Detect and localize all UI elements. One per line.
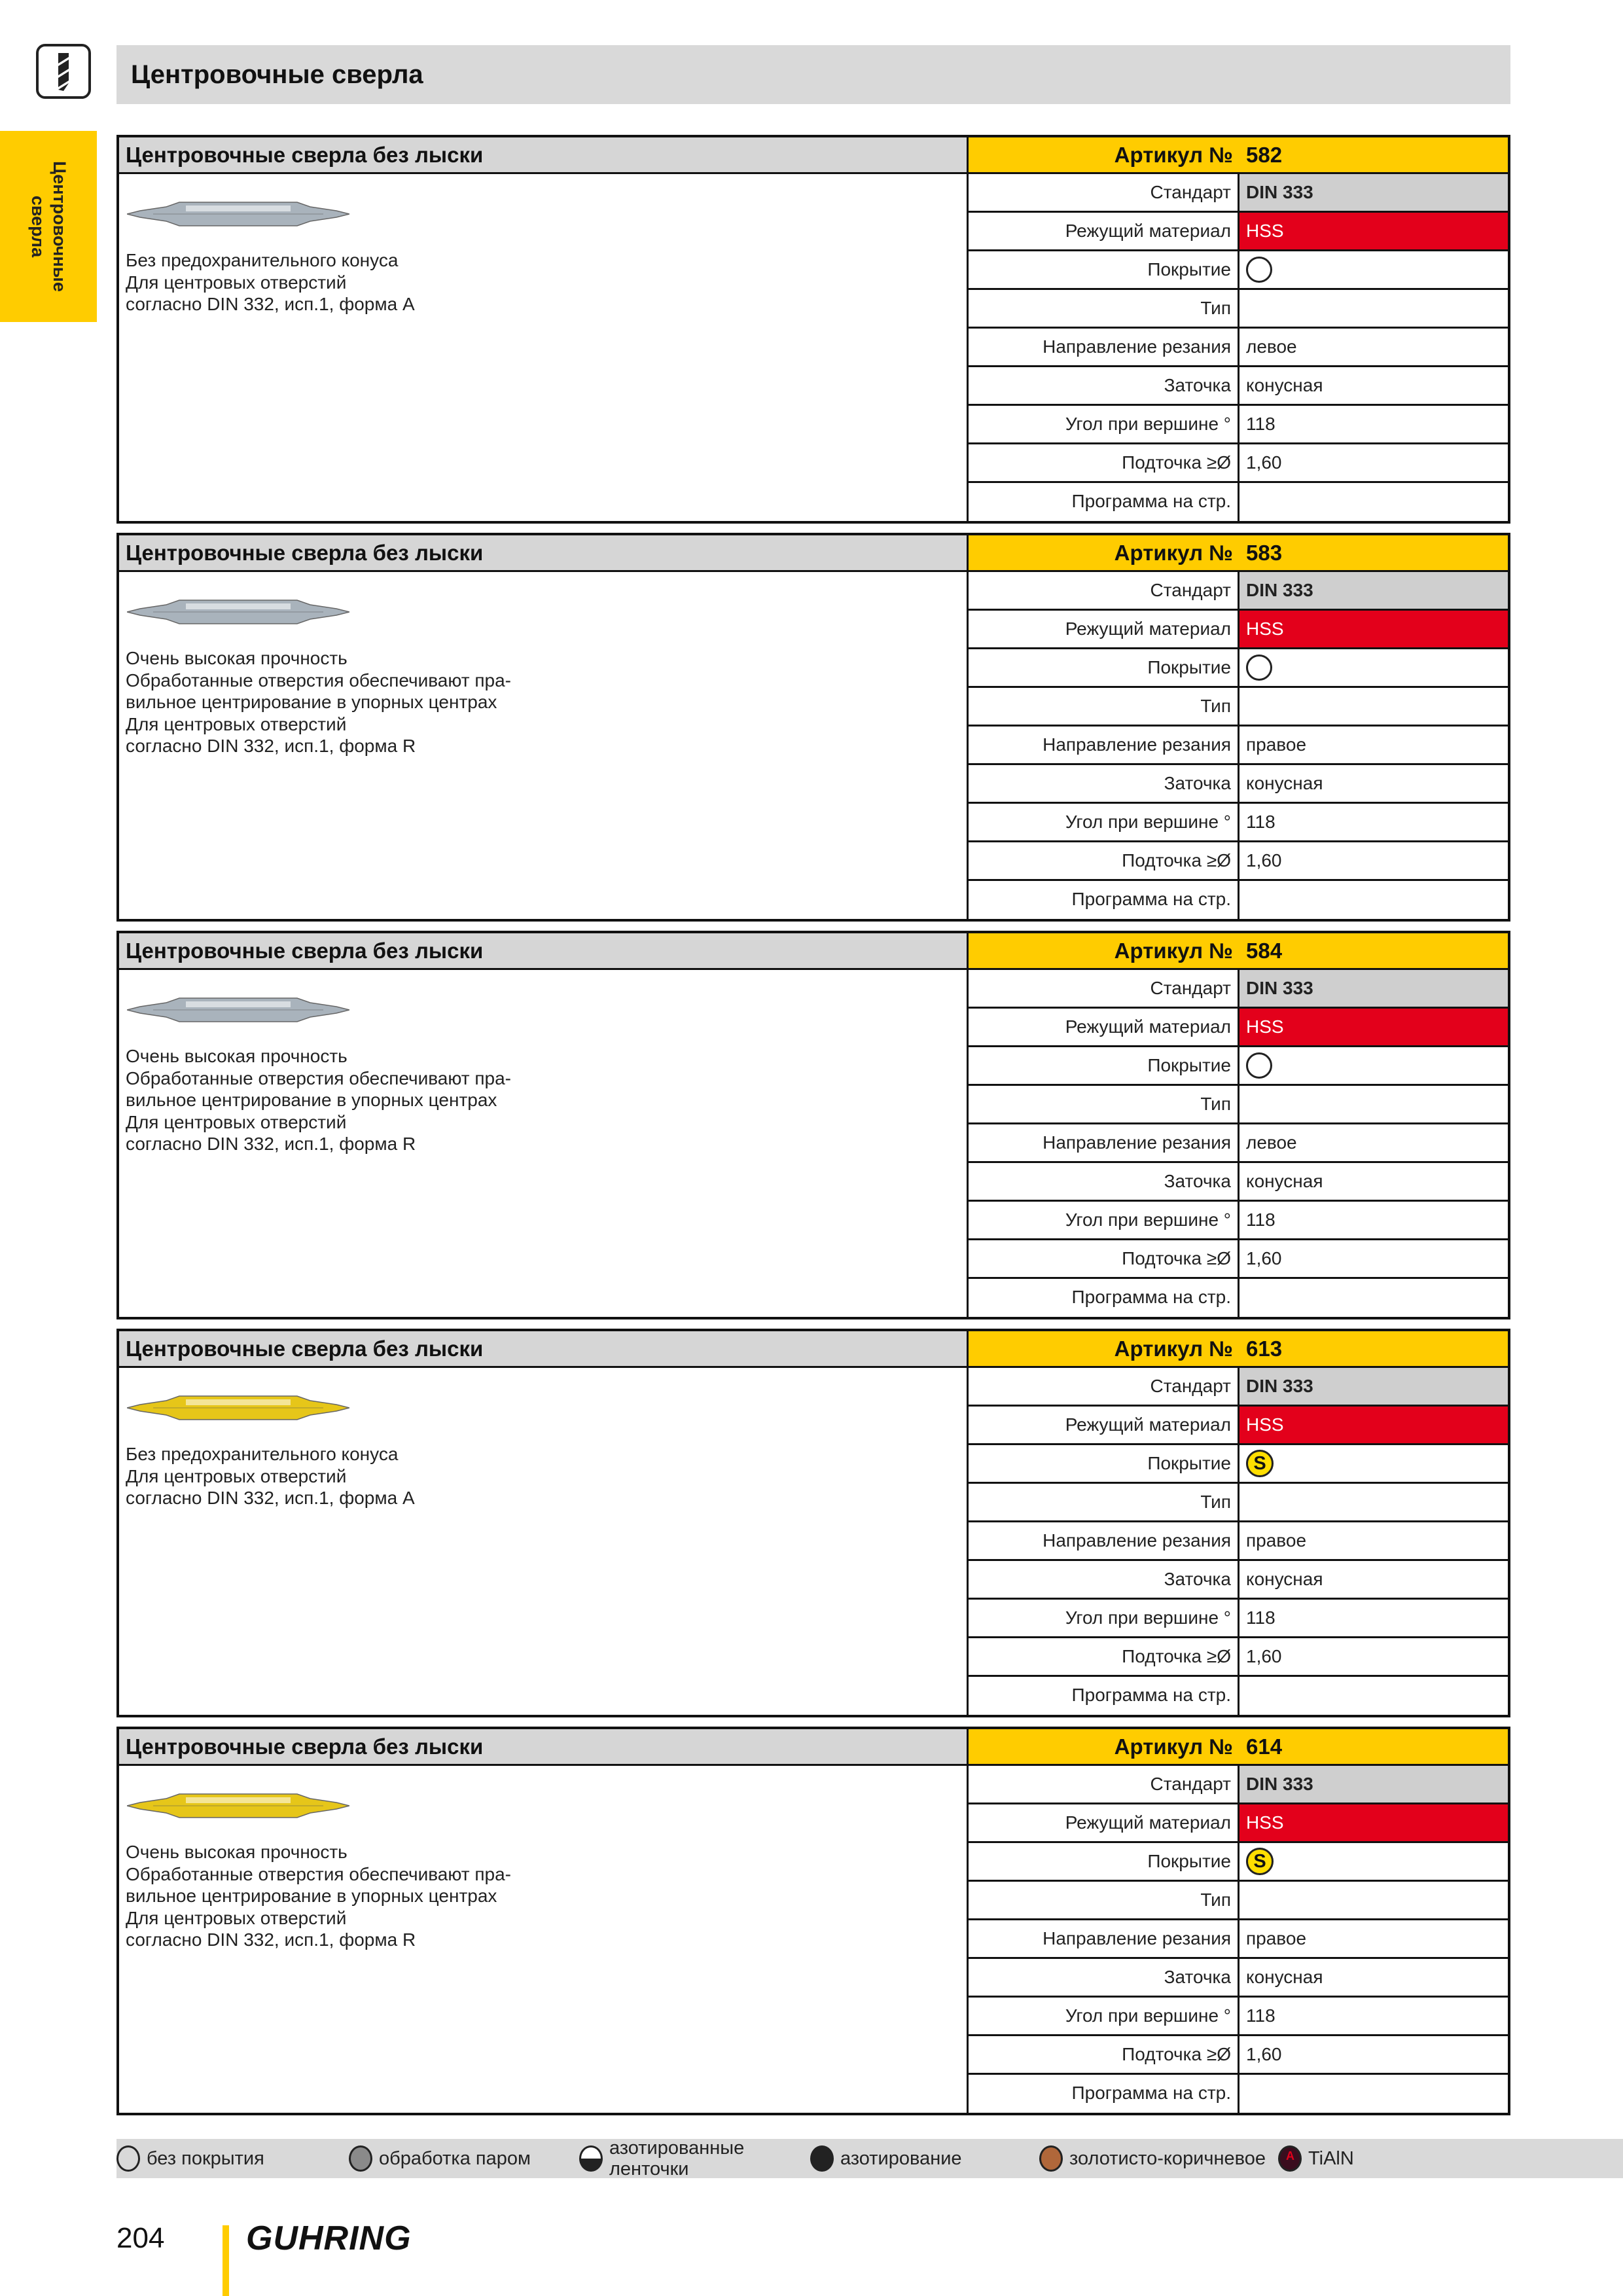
spec-value-standard: DIN 333 [1240, 970, 1508, 1007]
spec-label: Стандарт [969, 572, 1240, 609]
uncoated-icon [1246, 655, 1272, 681]
spec-value-direction: левое [1246, 1132, 1297, 1153]
spec-value-material: HSS [1240, 1009, 1508, 1045]
spec-value-sharpening: конусная [1246, 1171, 1323, 1191]
spec-row-subdrill [969, 1240, 1508, 1279]
uncoated-icon [1246, 257, 1272, 283]
spec-value-direction: левое [1246, 336, 1297, 357]
legend-item-nitrided-lands [579, 2139, 744, 2178]
legend-item-steam [349, 2139, 531, 2178]
spec-row-standard [969, 572, 1508, 611]
drill-logo-icon [36, 44, 91, 99]
legend-label: азотированные [609, 2138, 745, 2159]
article-label: Артикул № [1114, 939, 1233, 963]
spec-row-program [969, 2075, 1508, 2113]
spec-label: Программа на стр. [969, 1279, 1240, 1318]
spec-value-material: HSS [1240, 1407, 1508, 1443]
center-drill-image [127, 589, 349, 638]
spec-label: Покрытие [969, 1843, 1240, 1880]
description-line: вильное центрирование в упорных центрах [126, 1886, 497, 1906]
article-label: Артикул № [1114, 143, 1233, 167]
spec-label: Направление резания [969, 726, 1240, 763]
article-number: 584 [1246, 938, 1283, 963]
spec-value-direction: правое [1246, 1530, 1307, 1551]
spec-value-angle: 118 [1246, 1210, 1275, 1230]
product-description [126, 647, 511, 757]
description-line: Обработанные отверстия обеспечивают пра- [126, 1863, 511, 1884]
description-line: Без предохранительного конуса [126, 250, 399, 270]
spec-row-material [969, 1009, 1508, 1047]
spec-label: Программа на стр. [969, 881, 1240, 920]
spec-value-program [1240, 881, 1508, 920]
product-block [116, 1727, 1510, 2115]
coating-value [1240, 251, 1508, 288]
spec-value-type [1240, 1086, 1508, 1122]
description-line: Очень высокая прочность [126, 1842, 348, 1862]
spec-row-coating [969, 1445, 1508, 1484]
article-row [969, 1729, 1508, 1766]
article-row [969, 137, 1508, 174]
spec-label: Режущий материал [969, 1407, 1240, 1443]
center-drill-image [127, 1385, 349, 1434]
spec-label: Покрытие [969, 649, 1240, 686]
product-description [126, 249, 415, 315]
spec-value-angle: 118 [1246, 812, 1275, 832]
spec-label: Направление резания [969, 1920, 1240, 1957]
spec-value-subdrill: 1,60 [1246, 2044, 1282, 2064]
spec-table [969, 1729, 1508, 2113]
spec-label: Программа на стр. [969, 2075, 1240, 2113]
guhring-logo: GUHRING [246, 2219, 412, 2257]
article-number: 613 [1246, 1336, 1283, 1361]
spec-row-angle [969, 1202, 1508, 1240]
center-drill-image [127, 1783, 349, 1832]
spec-label: Направление резания [969, 1522, 1240, 1559]
spec-row-sharpening [969, 1561, 1508, 1600]
spec-label: Угол при вершине ° [969, 804, 1240, 840]
spec-label: Подточка ≥Ø [969, 842, 1240, 879]
legend-label: TiAlN [1308, 2147, 1354, 2169]
spec-label: Заточка [969, 1163, 1240, 1200]
spec-label: Тип [969, 1882, 1240, 1918]
spec-label: Программа на стр. [969, 1677, 1240, 1715]
article-row [969, 1331, 1508, 1368]
spec-label: Заточка [969, 367, 1240, 404]
spec-value-direction: правое [1246, 734, 1307, 755]
spec-label: Стандарт [969, 1368, 1240, 1405]
spec-value-program [1240, 1279, 1508, 1318]
spec-label: Подточка ≥Ø [969, 2036, 1240, 2073]
spec-row-type [969, 1086, 1508, 1124]
spec-value-program [1240, 1677, 1508, 1715]
article-number: 614 [1246, 1734, 1283, 1759]
spec-label: Угол при вершине ° [969, 1600, 1240, 1636]
description-line: вильное центрирование в упорных центрах [126, 692, 497, 712]
spec-value-angle: 118 [1246, 1607, 1275, 1628]
coating-legend [116, 2139, 1623, 2178]
product-info [119, 137, 969, 521]
spec-label: Заточка [969, 765, 1240, 802]
product-info [119, 1729, 969, 2113]
spec-row-type [969, 290, 1508, 329]
spec-label: Заточка [969, 1959, 1240, 1996]
spec-row-program [969, 1279, 1508, 1318]
spec-value-subdrill: 1,60 [1246, 850, 1282, 870]
tialn-icon [1278, 2145, 1302, 2172]
description-line: Для центровых отверстий [126, 713, 347, 734]
spec-row-direction [969, 1522, 1508, 1561]
spec-row-subdrill [969, 842, 1508, 881]
spec-value-sharpening: конусная [1246, 773, 1323, 793]
description-line: согласно DIN 332, исп.1, форма R [126, 1134, 416, 1154]
spec-value-program [1240, 483, 1508, 522]
product-block [116, 135, 1510, 524]
article-row [969, 933, 1508, 970]
spec-value-angle: 118 [1246, 414, 1275, 434]
spec-row-type [969, 1882, 1508, 1920]
spec-value-standard: DIN 333 [1240, 1368, 1508, 1405]
spec-row-angle [969, 1600, 1508, 1638]
footer-accent-bar [223, 2225, 229, 2296]
description-line: вильное центрирование в упорных центрах [126, 1090, 497, 1110]
spec-row-coating [969, 1047, 1508, 1086]
spec-value-program [1240, 2075, 1508, 2113]
nitrided-lands-icon [579, 2145, 603, 2172]
spec-label: Направление резания [969, 329, 1240, 365]
steam-treated-icon [349, 2145, 372, 2172]
spec-row-coating [969, 251, 1508, 290]
spec-label: Направление резания [969, 1124, 1240, 1161]
spec-value-material: HSS [1240, 213, 1508, 249]
description-line: Обработанные отверстия обеспечивают пра- [126, 670, 511, 691]
spec-label: Покрытие [969, 1445, 1240, 1482]
legend-item-none [116, 2139, 264, 2178]
spec-label: Тип [969, 1086, 1240, 1122]
section-tab-line-1: Центровочные [50, 161, 69, 292]
uncoated-icon [1246, 1052, 1272, 1079]
spec-value-subdrill: 1,60 [1246, 1248, 1282, 1268]
spec-label: Тип [969, 1484, 1240, 1520]
spec-row-standard [969, 970, 1508, 1009]
spec-label: Тип [969, 688, 1240, 725]
spec-row-material [969, 1804, 1508, 1843]
legend-label: без покрытия [147, 2147, 264, 2169]
description-line: Очень высокая прочность [126, 1046, 348, 1066]
product-title: Центровочные сверла без лыски [119, 1331, 967, 1368]
product-info [119, 535, 969, 919]
spec-label: Подточка ≥Ø [969, 1240, 1240, 1277]
spec-value-subdrill: 1,60 [1246, 452, 1282, 473]
spec-label: Подточка ≥Ø [969, 1638, 1240, 1675]
spec-row-subdrill [969, 2036, 1508, 2075]
nitrided-icon [810, 2145, 834, 2172]
spec-row-subdrill [969, 1638, 1508, 1677]
coating-value [1240, 649, 1508, 686]
gold-brown-icon [1039, 2145, 1063, 2172]
spec-value-type [1240, 290, 1508, 327]
description-line: согласно DIN 332, исп.1, форма R [126, 1929, 416, 1950]
spec-row-type [969, 1484, 1508, 1522]
spec-value-sharpening: конусная [1246, 1569, 1323, 1589]
spec-row-sharpening [969, 1163, 1508, 1202]
steam-coating-s-icon: S [1246, 1848, 1274, 1875]
spec-value-direction: правое [1246, 1928, 1307, 1948]
article-label: Артикул № [1114, 541, 1233, 565]
spec-table [969, 535, 1508, 919]
spec-row-direction [969, 1920, 1508, 1959]
spec-row-material [969, 213, 1508, 251]
legend-item-tialn [1278, 2139, 1354, 2178]
steam-coating-s-icon: S [1246, 1450, 1274, 1477]
spec-row-material [969, 611, 1508, 649]
spec-value-standard: DIN 333 [1240, 1766, 1508, 1803]
product-title: Центровочные сверла без лыски [119, 535, 967, 572]
legend-item-nitrided [810, 2139, 962, 2178]
product-title: Центровочные сверла без лыски [119, 933, 967, 970]
spec-label: Стандарт [969, 970, 1240, 1007]
spec-row-material [969, 1407, 1508, 1445]
product-title: Центровочные сверла без лыски [119, 137, 967, 174]
spec-label: Программа на стр. [969, 483, 1240, 522]
spec-row-program [969, 1677, 1508, 1715]
coating-value [1240, 1445, 1508, 1482]
tialn-mark: A [1286, 2149, 1294, 2162]
uncoated-icon [116, 2145, 140, 2172]
legend-item-gold [1039, 2139, 1266, 2178]
description-line: Обработанные отверстия обеспечивают пра- [126, 1067, 511, 1088]
spec-value-standard: DIN 333 [1240, 174, 1508, 211]
spec-label: Режущий материал [969, 1804, 1240, 1841]
spec-value-sharpening: конусная [1246, 1967, 1323, 1987]
spec-row-sharpening [969, 1959, 1508, 1998]
spec-value-sharpening: конусная [1246, 375, 1323, 395]
spec-row-direction [969, 329, 1508, 367]
description-line: Для центровых отверстий [126, 1907, 347, 1928]
spec-value-subdrill: 1,60 [1246, 1646, 1282, 1666]
legend-label: азотирование [840, 2147, 962, 2169]
legend-label: золотисто-коричневое [1069, 2147, 1266, 2169]
section-tab [0, 131, 97, 322]
product-description [126, 1443, 415, 1509]
spec-label: Покрытие [969, 1047, 1240, 1084]
article-label: Артикул № [1114, 1734, 1233, 1759]
spec-row-standard [969, 1766, 1508, 1804]
product-description [126, 1045, 511, 1155]
spec-row-program [969, 483, 1508, 522]
spec-row-sharpening [969, 765, 1508, 804]
spec-label: Подточка ≥Ø [969, 444, 1240, 481]
section-tab-line-2: сверла [28, 195, 48, 258]
spec-table [969, 1331, 1508, 1715]
page-header [116, 45, 1510, 104]
article-number: 583 [1246, 540, 1283, 565]
spec-label: Стандарт [969, 1766, 1240, 1803]
spec-label: Тип [969, 290, 1240, 327]
coating-value [1240, 1843, 1508, 1880]
spec-value-type [1240, 688, 1508, 725]
spec-value-type [1240, 1484, 1508, 1520]
spec-value-angle: 118 [1246, 2005, 1275, 2026]
spec-row-type [969, 688, 1508, 726]
spec-value-type [1240, 1882, 1508, 1918]
description-line: Для центровых отверстий [126, 1111, 347, 1132]
spec-row-coating [969, 649, 1508, 688]
legend-label: обработка паром [379, 2147, 531, 2169]
product-title: Центровочные сверла без лыски [119, 1729, 967, 1766]
spec-label: Угол при вершине ° [969, 1202, 1240, 1238]
article-number: 582 [1246, 142, 1283, 167]
description-line: согласно DIN 332, исп.1, форма A [126, 294, 415, 314]
spec-label: Заточка [969, 1561, 1240, 1598]
description-line: согласно DIN 332, исп.1, форма R [126, 736, 416, 756]
spec-row-direction [969, 1124, 1508, 1163]
center-drill-image [127, 987, 349, 1036]
spec-label: Покрытие [969, 251, 1240, 288]
spec-label: Угол при вершине ° [969, 406, 1240, 442]
spec-row-angle [969, 804, 1508, 842]
product-description [126, 1841, 511, 1951]
spec-row-program [969, 881, 1508, 920]
spec-label: Режущий материал [969, 611, 1240, 647]
spec-row-angle [969, 406, 1508, 444]
product-block [116, 1329, 1510, 1717]
spec-row-standard [969, 174, 1508, 213]
spec-value-standard: DIN 333 [1240, 572, 1508, 609]
spec-table [969, 933, 1508, 1317]
spec-label: Угол при вершине ° [969, 1998, 1240, 2034]
product-info [119, 1331, 969, 1715]
description-line: согласно DIN 332, исп.1, форма A [126, 1488, 415, 1508]
spec-row-standard [969, 1368, 1508, 1407]
spec-row-sharpening [969, 367, 1508, 406]
page-number: 204 [116, 2222, 165, 2254]
product-block [116, 931, 1510, 1319]
description-line: Для центровых отверстий [126, 272, 347, 293]
center-drill-image [127, 191, 349, 240]
product-info [119, 933, 969, 1317]
article-row [969, 535, 1508, 572]
spec-row-coating [969, 1843, 1508, 1882]
spec-label: Режущий материал [969, 213, 1240, 249]
spec-table [969, 137, 1508, 521]
spec-label: Стандарт [969, 174, 1240, 211]
spec-row-subdrill [969, 444, 1508, 483]
page-title: Центровочные сверла [131, 60, 423, 89]
product-block [116, 533, 1510, 922]
spec-label: Режущий материал [969, 1009, 1240, 1045]
spec-row-angle [969, 1998, 1508, 2036]
spec-value-material: HSS [1240, 611, 1508, 647]
spec-value-material: HSS [1240, 1804, 1508, 1841]
spec-row-direction [969, 726, 1508, 765]
description-line: Без предохранительного конуса [126, 1444, 399, 1464]
legend-label: ленточки [609, 2159, 689, 2179]
article-label: Артикул № [1114, 1336, 1233, 1361]
coating-value [1240, 1047, 1508, 1084]
description-line: Очень высокая прочность [126, 648, 348, 668]
description-line: Для центровых отверстий [126, 1465, 347, 1486]
